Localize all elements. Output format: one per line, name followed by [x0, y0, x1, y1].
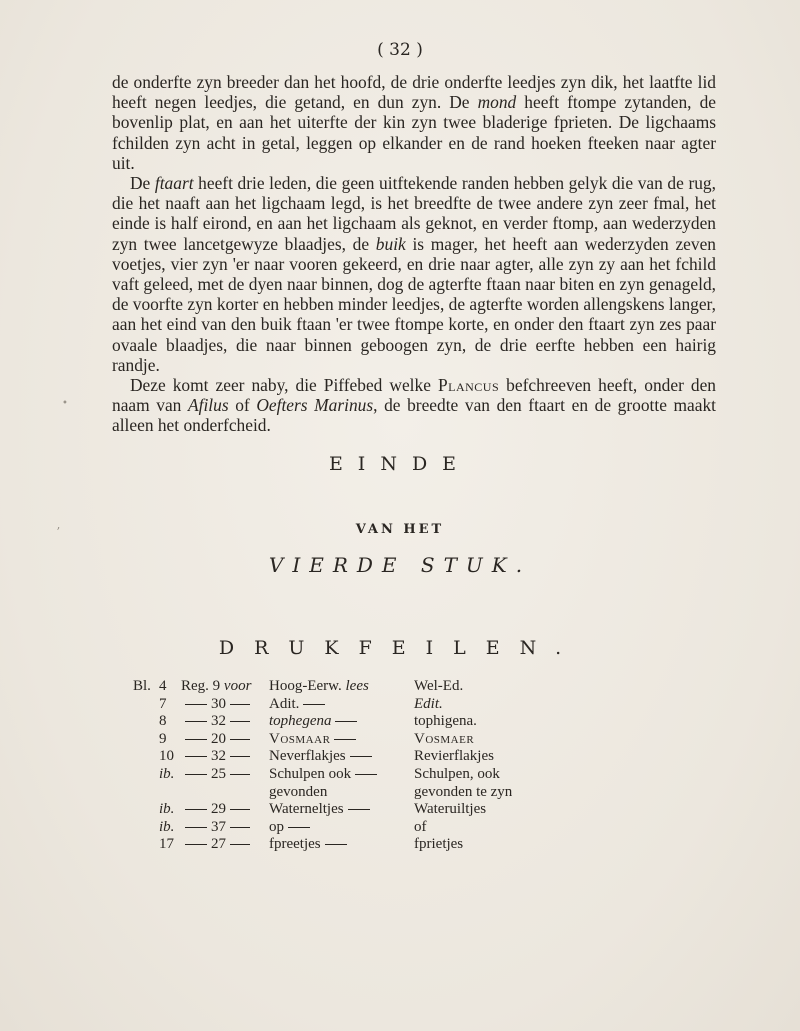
page-number: ( 32 )	[377, 40, 423, 60]
errata-page: 4	[159, 678, 167, 694]
term-oesters-marinus: Oefters Marinus	[256, 395, 374, 416]
errata-bl-label	[133, 713, 159, 731]
errata-right-text: Wel-Ed.	[414, 678, 464, 694]
errata-bl-label	[133, 731, 159, 749]
errata-dash	[185, 844, 207, 845]
errata-right-text: tophigena.	[414, 713, 477, 730]
errata-page: ib.	[159, 818, 175, 835]
errata-line	[181, 731, 269, 749]
errata-dash	[288, 827, 310, 828]
errata-wrong-text: Vosmaar	[269, 730, 331, 747]
errata-row	[133, 836, 564, 854]
errata-page	[159, 784, 181, 802]
errata-line-number: 32	[211, 748, 226, 765]
errata-dash	[185, 809, 207, 810]
paragraph-3: Deze komt zeer naby, die Piffebed welke Plancus befchreeven heeft, onder den naam van Afilus of Oefters Marinus, de breedte van den ftaart en de grootte maakt alleen het onderfcheid.	[112, 375, 717, 436]
paper-speck: •	[62, 398, 68, 409]
errata-row	[133, 801, 564, 819]
term-asilus: Afilus	[188, 395, 229, 416]
errata-bl-label	[133, 696, 159, 714]
errata-wrong	[269, 766, 414, 784]
errata-wrong	[269, 784, 414, 802]
errata-line-number: 9	[212, 678, 224, 694]
errata-line	[181, 784, 269, 802]
errata-right	[414, 713, 564, 731]
errata-bl-label	[133, 766, 159, 784]
van-het-heading: VAN HET	[355, 522, 445, 537]
errata-right	[414, 678, 564, 696]
errata-row	[133, 696, 564, 714]
errata-right-text: Edit.	[414, 695, 443, 712]
errata-dash	[185, 827, 207, 828]
errata-right-text: of	[414, 818, 427, 835]
errata-line-number: 30	[211, 695, 226, 712]
errata-wrong-text: Adit.	[269, 695, 300, 712]
errata-bl-label	[133, 748, 159, 766]
errata-dash	[355, 774, 377, 775]
drukfeilen-heading: DRUKFEILEN.	[218, 637, 582, 659]
errata-dash	[185, 774, 207, 775]
errata-row	[133, 766, 564, 784]
errata-wrong	[269, 819, 414, 837]
errata-page: 7	[159, 695, 167, 712]
errata-line-number: 29	[211, 801, 226, 818]
errata-right	[414, 819, 564, 837]
errata-reg-label: Reg.	[181, 678, 213, 694]
errata-right	[414, 731, 564, 749]
vierde-stuk-heading: VIERDE STUK.	[268, 553, 532, 577]
errata-right	[414, 801, 564, 819]
errata-table	[133, 678, 564, 854]
errata-lees-label: lees	[341, 678, 369, 694]
errata-right	[414, 836, 564, 854]
errata-right	[414, 766, 564, 784]
errata-line-number: 37	[211, 818, 226, 835]
errata-row	[133, 748, 564, 766]
errata-dash	[230, 756, 250, 757]
errata-right-text: Vosmaer	[414, 730, 475, 747]
errata-page: ib.	[159, 801, 175, 818]
errata-row	[133, 713, 564, 731]
errata-right-text: Revierflakjes	[414, 748, 494, 765]
term-mond: mond	[477, 92, 517, 113]
errata-row	[133, 678, 564, 696]
errata-wrong	[269, 696, 414, 714]
body-text	[112, 72, 716, 436]
errata-dash	[185, 756, 207, 757]
errata-wrong-text: op	[269, 818, 284, 835]
errata-wrong	[269, 713, 414, 731]
errata-line	[181, 713, 269, 731]
paragraph-1: de onderfte zyn breeder dan het hoofd, de drie onderfte leedjes zyn dik, het laatfte lid heeft negen leedjes, die getand, en dun zyn. De mond heeft ftompe zytanden, de bovenlip plat, en aan het uiterfte der kin zyn twee bladerige fprieten. De ligchaams fchilden zyn acht in getal, leggen op elkander en de rand hoeken fteeken naar agter uit.	[112, 72, 716, 173]
errata-right	[414, 748, 564, 766]
term-buik: buik	[375, 233, 406, 254]
errata-dash	[230, 844, 250, 845]
errata-page: 9	[159, 730, 167, 747]
einde-heading: EINDE	[328, 453, 472, 475]
errata-page: 10	[159, 748, 174, 765]
errata-dash	[230, 739, 250, 740]
errata-wrong-text: fpreetjes	[269, 836, 321, 853]
paper-speck: ʼ	[56, 525, 60, 539]
errata-bl-label: Bl.	[133, 678, 151, 694]
errata-dash	[334, 739, 356, 740]
errata-wrong	[269, 801, 414, 819]
errata-dash	[230, 721, 250, 722]
errata-bl-label	[133, 784, 159, 802]
errata-dash	[303, 704, 325, 705]
errata-page: 8	[159, 713, 167, 730]
errata-wrong	[269, 748, 414, 766]
errata-wrong-text: gevonden	[269, 783, 328, 800]
errata-line	[181, 766, 269, 784]
errata-right	[414, 784, 564, 802]
paragraph-2: De ftaart heeft drie leden, die geen uitftekende randen hebben gelyk die van de rug, die het naaft aan het ligchaam legd, is het breedfte de twee andere zyn zeer fmal, het einde is half eirond, en aan het ligchaam als geknot, en verder ftomp, aan wederzyden zyn twee lancetgewyze blaadjes, de buik is mager, het heeft aan wederzyden zeven voetjes, vier zyn 'er naar vooren gekeerd, en drie naar agter, alle zyn zy aan het fchild vaft geleed, met de dyen naar binnen, dog de agterfte ftaan naar biten en zyn genageld, de voorfte zyn korter en hebben minder leedjes, de agterfte worden allengskens langer, aan het eind van den buik ftaan 'er twee ftompe korte, en onder den ftaart zyn zes paar ovaale blaadjes, die naar binnen geboogen zyn, de drie eerfte hebben een hairig randje.	[112, 173, 716, 375]
errata-dash	[335, 721, 357, 722]
errata-line	[181, 696, 269, 714]
errata-dash	[325, 844, 347, 845]
errata-line-number: 27	[211, 836, 226, 853]
errata-dash	[230, 827, 250, 828]
errata-dash	[230, 809, 250, 810]
errata-bl-label	[133, 801, 159, 819]
errata-right-text: gevonden te zyn	[414, 783, 513, 800]
errata-wrong	[269, 836, 414, 854]
errata-right-text: fprietjes	[414, 836, 464, 853]
errata-dash	[185, 704, 207, 705]
errata-voor-label: voor	[223, 678, 252, 694]
errata-line-number: 25	[211, 765, 226, 782]
errata-line	[181, 801, 269, 819]
term-staart: ftaart	[154, 173, 194, 194]
errata-line	[181, 748, 269, 766]
errata-bl-label	[133, 819, 159, 837]
errata-dash	[230, 704, 250, 705]
errata-body	[133, 678, 564, 854]
errata-line	[181, 836, 269, 854]
errata-right-text: Schulpen, ook	[414, 765, 500, 782]
errata-row	[133, 819, 564, 837]
errata-row	[133, 784, 564, 802]
errata-row	[133, 731, 564, 749]
author-name: Plancus	[437, 375, 500, 396]
errata-dash	[185, 739, 207, 740]
errata-wrong-text: Schulpen ook	[269, 765, 352, 782]
errata-dash	[230, 774, 250, 775]
errata-line-number: 32	[211, 713, 226, 730]
errata-right	[414, 696, 564, 714]
errata-wrong	[269, 678, 414, 696]
errata-dash	[350, 756, 372, 757]
errata-line	[181, 678, 269, 696]
errata-page: 17	[159, 836, 174, 853]
errata-line-number: 20	[211, 730, 226, 747]
errata-wrong-text: Hoog-Eerw.	[269, 678, 342, 694]
errata-wrong	[269, 731, 414, 749]
errata-right-text: Wateruiltjes	[414, 801, 487, 818]
errata-wrong-text: Neverflakjes	[269, 748, 346, 765]
errata-dash	[348, 809, 370, 810]
errata-wrong-text: Waterneltjes	[269, 801, 344, 818]
errata-line	[181, 819, 269, 837]
errata-bl-label	[133, 836, 159, 854]
errata-dash	[185, 721, 207, 722]
errata-wrong-text: tophegena	[269, 713, 332, 730]
errata-page: ib.	[159, 765, 175, 782]
